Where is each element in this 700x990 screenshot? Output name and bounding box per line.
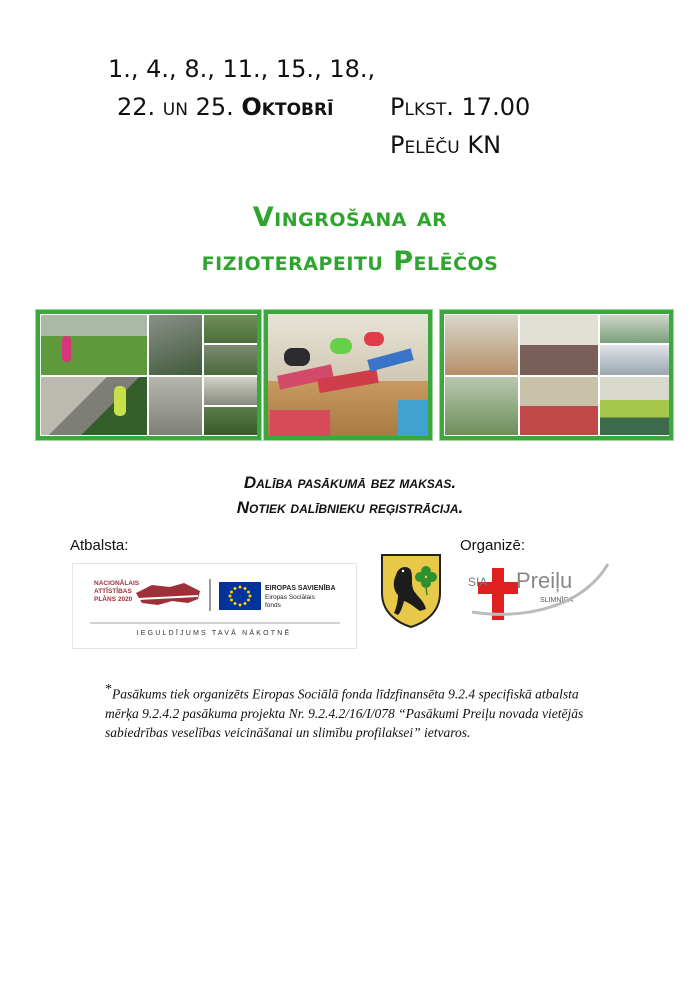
event-time-place: [390, 88, 530, 164]
photo-tile: [519, 376, 599, 436]
photo-collage: [36, 310, 673, 440]
dates-line-2-day: 22.: [117, 93, 163, 121]
photo-tile: [203, 314, 261, 344]
photo-tile: [203, 344, 261, 376]
svg-text:ATTĪSTĪBAS: ATTĪSTĪBAS: [94, 588, 132, 595]
photo-tile: [40, 314, 148, 376]
page-title: [60, 196, 640, 284]
footnote: [105, 680, 595, 742]
title-line-2: fizioterapeitu Pelēčos: [201, 246, 499, 277]
dates-line-2-last-day: 25.: [187, 93, 242, 121]
funding-logos: [72, 563, 357, 649]
svg-text:SIA: SIA: [468, 575, 488, 589]
nap-eu-logo: [72, 563, 357, 649]
organizer-label: Organizē:: [460, 537, 526, 554]
photo-tile: [203, 406, 261, 436]
photo-tile: [599, 314, 673, 344]
footnote-star: *: [105, 682, 112, 697]
dates-month: Oktobrī: [241, 93, 334, 121]
preilu-hospital-logo: [462, 558, 612, 622]
photo-panel-yoga: [264, 310, 432, 440]
footnote-text: Pasākums tiek organizēts Eiropas Sociālā fonda līdzfinansēta 9.2.4 specifiskā atbalsta mērķa 9.2.4.2 pasākuma projekta Nr. 9.2.4.2/16/I/078 “Pasākumi Preiļu novada vietējās sabiedrības veselības veicināšanai un slimību profilaksei” ietvaros.: [105, 686, 584, 740]
svg-text:SLIMNĪCA: SLIMNĪCA: [540, 597, 574, 604]
photo-tile: [148, 376, 203, 436]
title-line-1: Vingrošana ar: [252, 202, 448, 233]
photo-panel-group: [440, 310, 673, 440]
photo-tile: [203, 376, 261, 406]
svg-text:Eiropas Sociālais: Eiropas Sociālais: [265, 594, 315, 601]
participation-info: [100, 470, 600, 520]
svg-text:IEGULDĪJUMS TAVĀ NĀKOTNĒ: IEGULDĪJUMS TAVĀ NĀKOTNĒ: [136, 630, 292, 637]
photo-tile: [40, 376, 148, 436]
support-label: Atbalsta:: [70, 537, 129, 554]
photo-tile: [599, 344, 673, 376]
event-place: Pelēču KN: [390, 131, 502, 159]
dates-line-2-conj: un: [162, 93, 188, 121]
photo-tile: [148, 314, 203, 376]
dates-line-2: [108, 88, 375, 126]
svg-text:NACIONĀLAIS: NACIONĀLAIS: [94, 580, 140, 587]
svg-text:fonds: fonds: [265, 602, 281, 609]
photo-tile: [444, 376, 519, 436]
svg-text:EIROPAS SAVIENĪBA: EIROPAS SAVIENĪBA: [265, 585, 336, 592]
event-dates: [108, 50, 375, 126]
photo-tile: [519, 314, 599, 376]
photo-tile: [599, 376, 673, 436]
dates-line-1: 1., 4., 8., 11., 15., 18.,: [108, 55, 376, 83]
event-time: Plkst. 17.00: [390, 93, 531, 121]
participation-registration: Notiek dalībnieku reģistrācija.: [236, 498, 464, 517]
municipality-crest-icon: [380, 553, 442, 629]
photo-tile: [444, 314, 519, 376]
participation-free: Dalība pasākumā bez maksas.: [243, 473, 457, 492]
photo-panel-outdoor: [36, 310, 261, 440]
svg-text:Preiļu: Preiļu: [516, 568, 573, 593]
svg-text:PLĀNS 2020: PLĀNS 2020: [94, 596, 133, 603]
